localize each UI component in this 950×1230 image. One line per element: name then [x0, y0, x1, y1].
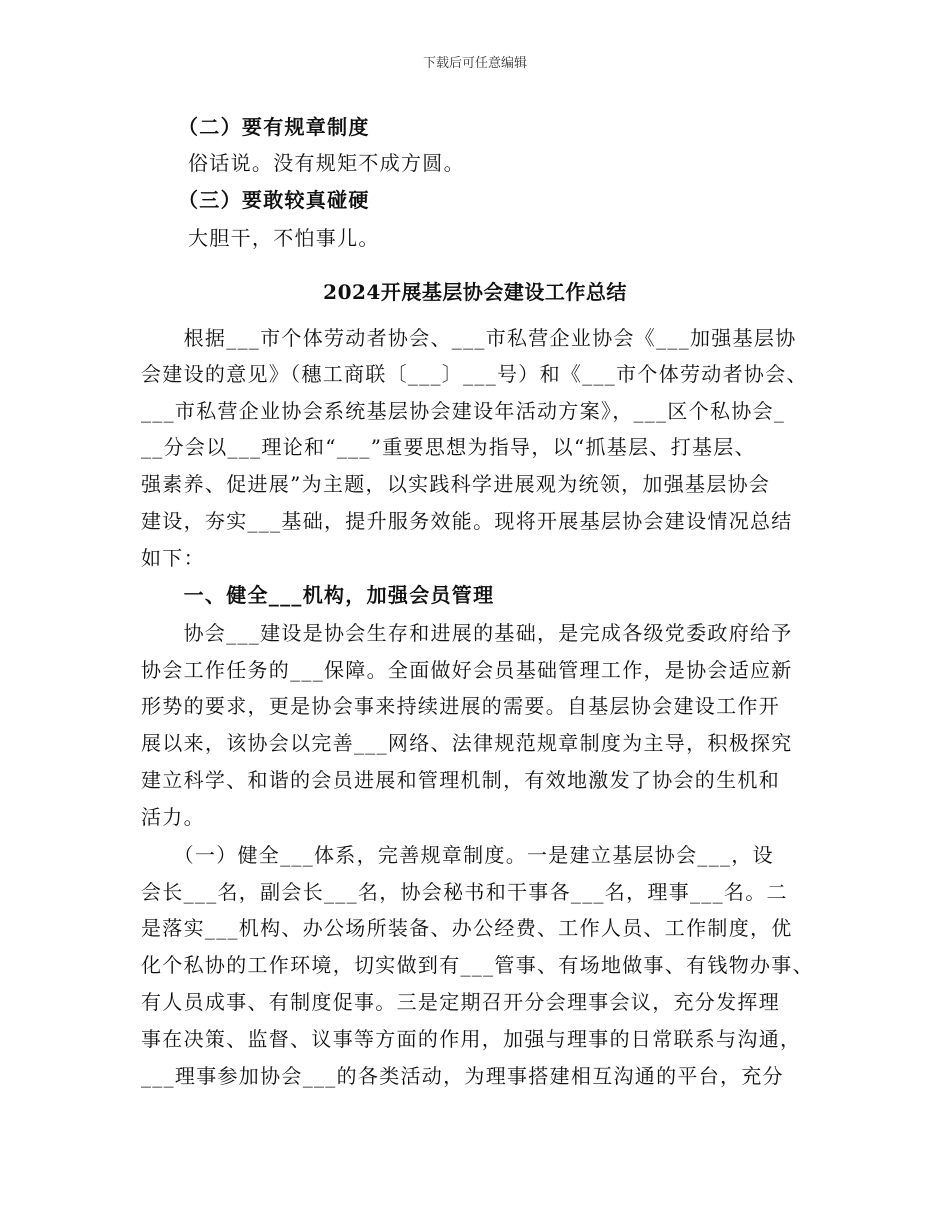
- paragraph-line: ___理事参加协会___的各类活动，为理事搭建相互沟通的平台，充分: [141, 1064, 784, 1088]
- paragraph-line: ___市私营企业协会系统基层协会建设年活动方案》，___区个私协会_: [141, 399, 786, 423]
- heading-rules: （二）要有规章制度: [178, 115, 370, 139]
- paragraph-line: 如下：: [141, 546, 205, 570]
- section-heading: 一、健全___机构，加强会员管理: [141, 583, 495, 607]
- paragraph-line: 有人员成事、有制度促事。三是定期召开分会理事会议，充分发挥理: [141, 990, 780, 1014]
- paragraph-line: 事在决策、监督、议事等方面的作用，加强与理事的日常联系与沟通，: [141, 1027, 802, 1051]
- intro-paragraph-courage: 大胆干，不怕事儿。: [188, 226, 380, 250]
- paragraph-line: 协会工作任务的___保障。全面做好会员基础管理工作，是协会适应新: [141, 658, 793, 682]
- paragraph-line: 展以来，该协会以完善___网络、法律规范规章制度为主导，积极探究: [141, 731, 793, 755]
- document-title: 2024开展基层协会建设工作总结: [323, 280, 627, 304]
- paragraph-line: 会长___名，副会长___名，协会秘书和干事各___名，理事___名。二: [141, 880, 788, 904]
- paragraph-line: 强素养、促进展”为主题，以实践科学进展观为统领，加强基层协会: [141, 472, 771, 496]
- paragraph-line: __分会以___理论和“___”重要思想为指导，以“抓基层、打基层、: [141, 435, 756, 459]
- paragraph-line: 建设，夯实___基础，提升服务效能。现将开展基层协会建设情况总结: [141, 509, 793, 533]
- paragraph-line: 是落实___机构、办公场所装备、办公经费、工作人员、工作制度，优: [141, 916, 793, 940]
- paragraph-line: 化个私协的工作环境，切实做到有___管事、有场地做事、有钱物办事、: [141, 953, 814, 977]
- paragraph-line: 会建设的意见》（穗工商联〔___〕___号）和《___市个体劳动者协会、: [141, 362, 808, 386]
- paragraph-line: （一）健全___体系，完善规章制度。一是建立基层协会___，设: [141, 843, 774, 867]
- intro-paragraph-rules: 俗话说。没有规矩不成方圆。: [188, 151, 465, 175]
- heading-courage: （三）要敢较真碰硬: [178, 188, 370, 212]
- paragraph-line: 活力。: [141, 805, 205, 829]
- paragraph-line: 形势的要求，更是协会事来持续进展的需要。自基层协会建设工作开: [141, 694, 780, 718]
- paragraph-line: 根据___市个体劳动者协会、___市私营企业协会《___加强基层协: [141, 326, 797, 350]
- paragraph-line: 协会___建设是协会生存和进展的基础，是完成各级党委政府给予: [141, 621, 793, 645]
- paragraph-line: 建立科学、和谐的会员进展和管理机制，有效地激发了协会的生机和: [141, 768, 780, 792]
- page-header: 下载后可任意编辑: [422, 56, 527, 71]
